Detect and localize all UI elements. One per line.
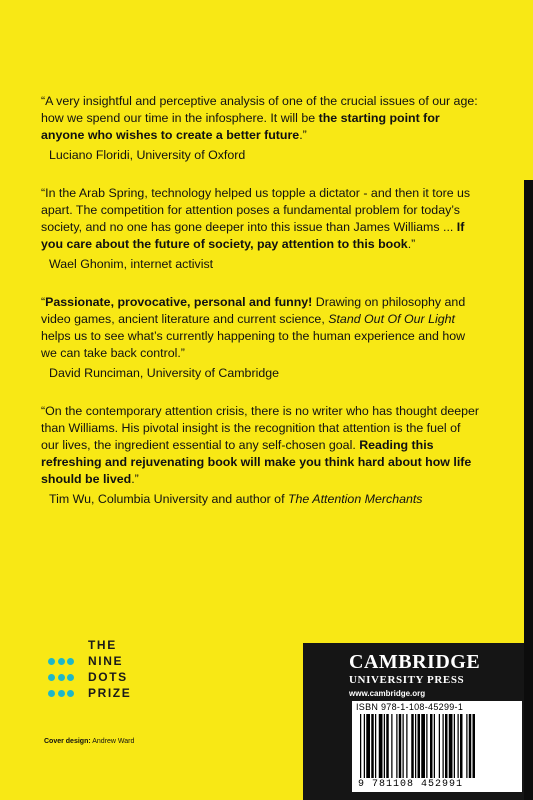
text-run: Wael Ghonim, internet activist (49, 257, 214, 271)
text-run: Drawing on philosophy and video games, ancient literature and current science, (41, 295, 466, 326)
prize-row (48, 669, 131, 685)
dots-icon (48, 690, 88, 697)
prize-row (48, 685, 131, 701)
quote-text (41, 294, 481, 362)
quote-text (41, 403, 481, 488)
quote-text (41, 185, 481, 253)
nine-dots-prize-logo (48, 637, 131, 701)
quote-attribution (49, 256, 481, 273)
prize-word: NINE (88, 654, 124, 668)
prize-row (48, 637, 131, 653)
emphasis-bold: the starting point for anyone who wishes to create a better future (41, 111, 440, 142)
text-run: .” (131, 472, 139, 486)
text-run: Luciano Floridi, University of Oxford (49, 148, 246, 162)
endorsement-quote (41, 185, 481, 273)
cover-design-label: Cover design: (44, 738, 91, 745)
emphasis-bold: If you care about the future of society, pay attention to this book (41, 220, 465, 251)
publisher-name: CAMBRIDGE (349, 651, 481, 673)
text-run: helps us to see what’s currently happening to the human experience and how we can take back control.” (41, 329, 466, 360)
quote-attribution (49, 147, 481, 164)
barcode-digits: 9 781108 452991 (358, 779, 464, 790)
dots-icon (48, 658, 88, 665)
prize-word: THE (88, 638, 117, 652)
cover-designer-name: Andrew Ward (92, 738, 135, 745)
emphasis-italic: Stand Out Of Our Light (328, 312, 455, 326)
text-run: .” (299, 128, 307, 142)
emphasis-italic: The Attention Merchants (287, 492, 423, 506)
text-run: David Runciman, University of Cambridge (49, 366, 280, 380)
text-run: .” (407, 237, 416, 251)
endorsement-quote (41, 93, 481, 164)
cover-design-credit (44, 738, 134, 745)
prize-row (48, 653, 131, 669)
text-run: “A very insightful and perceptive analysis of one of the crucial issues of our age: how we spend our time in the infosphere. It will be (41, 94, 478, 125)
publisher-website: www.cambridge.org (349, 689, 426, 698)
text-run: “ (41, 295, 46, 309)
quote-attribution (49, 365, 481, 382)
endorsement-quote (41, 294, 481, 382)
quote-attribution (49, 491, 481, 508)
text-run: “On the contemporary attention crisis, there is no writer who has thought deeper than Williams. His pivotal insight is the recognition that attention is the fuel of our lives, the ingredient essential to any self-chosen goal. (41, 404, 480, 452)
barcode-box (352, 701, 522, 792)
barcode-icon (358, 714, 516, 780)
spine-edge (524, 180, 533, 800)
emphasis-bold: Reading this refreshing and rejuvenating book will make you think hard about how life should be lived (41, 438, 472, 486)
dots-icon (48, 642, 88, 649)
prize-word: DOTS (88, 670, 128, 684)
isbn-label: ISBN 978-1-108-45299-1 (356, 702, 464, 712)
dots-icon (48, 674, 88, 681)
endorsements (41, 93, 481, 529)
endorsement-quote (41, 403, 481, 508)
quote-text (41, 93, 481, 144)
publisher-press: UNIVERSITY PRESS (349, 674, 465, 686)
text-run: Tim Wu, Columbia University and author of (49, 492, 288, 506)
prize-word: PRIZE (88, 686, 132, 700)
text-run: “In the Arab Spring, technology helped us topple a dictator - and then it tore us apart. The competition for attention poses a fundamental problem for today’s society, and no one has gone deeper into this issue than James Williams ... (41, 186, 471, 234)
emphasis-bold: Passionate, provocative, personal and funny! (45, 295, 313, 309)
